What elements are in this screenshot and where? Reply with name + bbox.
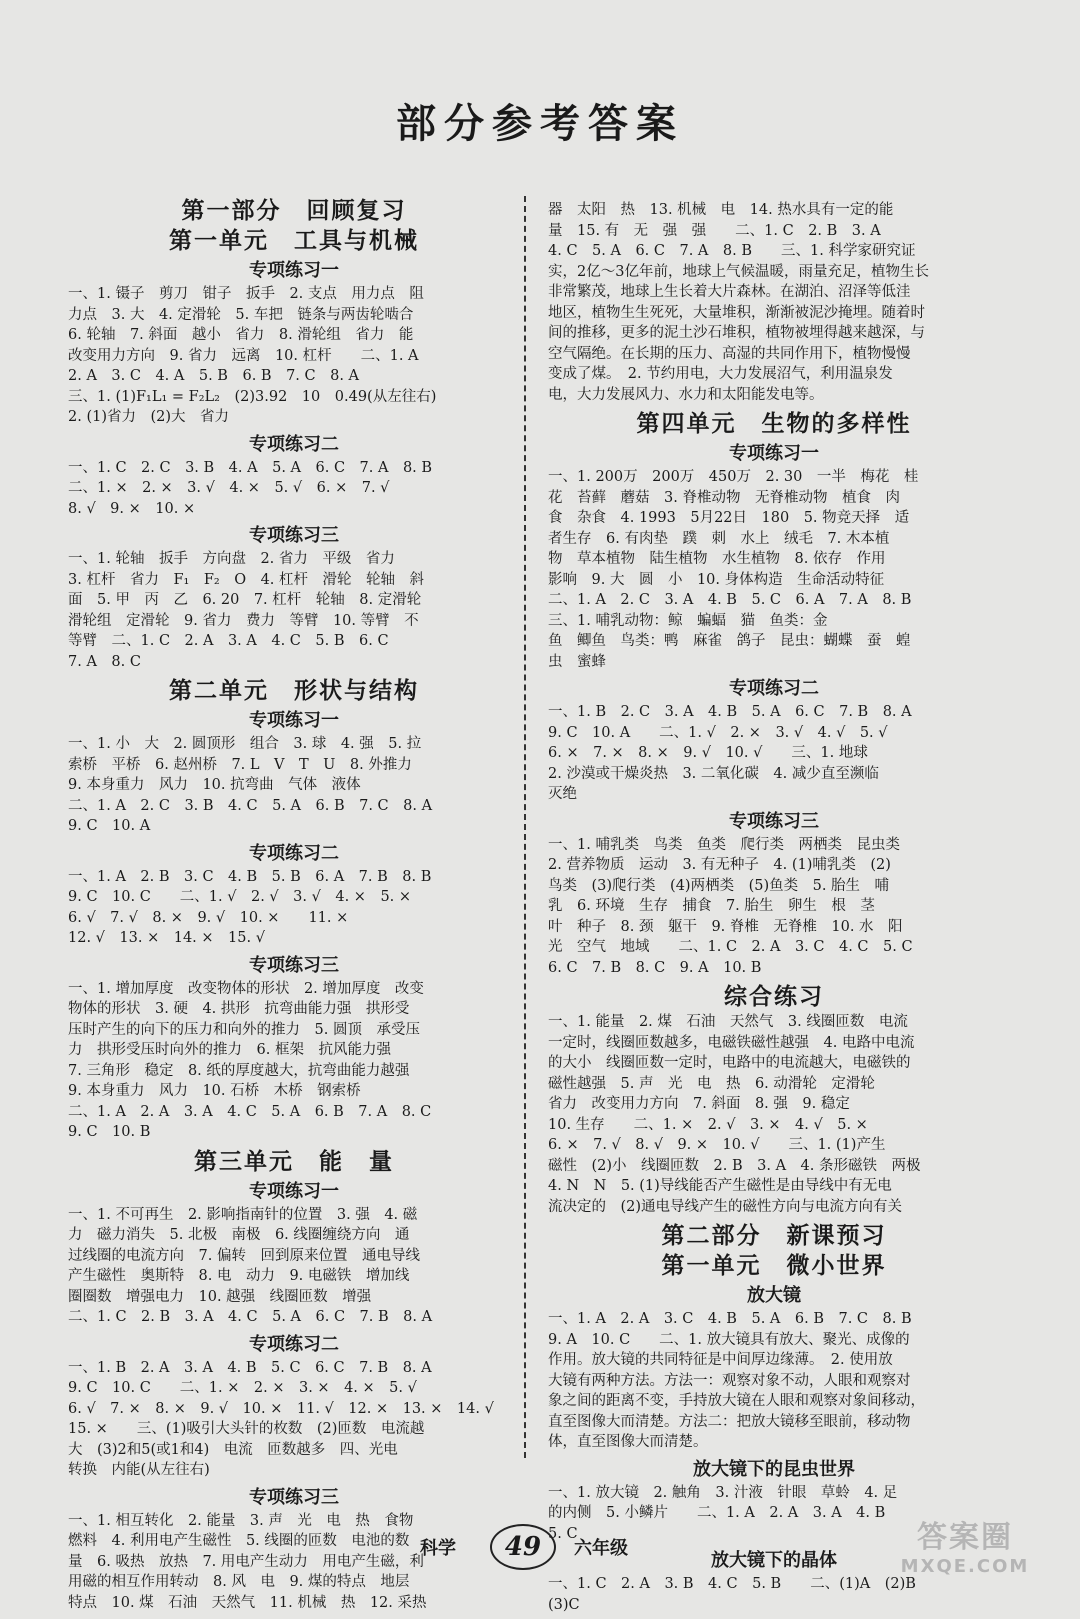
answer-line: 光 空气 地域 二、1. C 2. A 3. C 4. C 5. C [548,939,913,955]
answer-line: 影响 9. 大 圆 小 10. 身体构造 生命活动特征 [548,571,885,588]
answer-line: 花 苔藓 蘑菇 3. 脊椎动物 无脊椎动物 植食 肉 [548,489,900,506]
answer-line: 力 拱形受压时向外的推力 6. 框架 抗风能力强 [68,1042,391,1058]
answer-line: 15. × 三、(1)吸引大头针的枚数 (2)匝数 电流越 [68,1421,425,1437]
footer-grade: 六年级 [574,1538,628,1559]
answer-line: 物体的形状 3. 硬 4. 拱形 抗弯曲能力强 拱形受 [68,1001,410,1017]
watermark-logo-text: 答案圈 [917,1520,1013,1555]
answer-line: 9. 本身重力 风力 10. 石桥 木桥 钢索桥 [68,1083,361,1099]
column-divider [524,196,526,1458]
answer-line: 用磁的相互作用转动 8. 风 电 9. 煤的特点 地层 [68,1574,410,1590]
answer-line: 直至图像大而清楚。方法二：把放大镜移至眼前，移动物 [548,1413,911,1430]
answer-line: 10. 生存 二、1. × 2. √ 3. × 4. √ 5. × [548,1116,868,1133]
answer-line: 4. N N 5. (1)导线能否产生磁性是由导线中有无电 [548,1178,892,1194]
answer-block [68,867,520,949]
answer-line: 过线圈的电流方向 7. 偏转 回到原来位置 通电导线 [68,1247,420,1264]
answer-line: 二、1. × 2. × 3. √ 4. × 5. √ 6. × 7. √ [68,480,390,496]
answer-line: 面 5. 甲 丙 乙 6. 20 7. 杠杆 轮轴 8. 定滑轮 [68,592,422,608]
answer-line: 一、1. 能量 2. 煤 石油 天然气 3. 线圈匝数 电流 [548,1014,908,1030]
section-heading: 放大镜下的晶体 [711,1550,837,1571]
answer-block [68,1358,520,1481]
answer-line: 9. C 10. A [68,818,151,834]
answer-line: 大镜有两种方法。方法一：观察对象不动，人眼和观察对 [548,1372,911,1389]
answer-line: 乳 6. 环境 生存 捕食 7. 胎生 卵生 根 茎 [548,898,875,914]
answer-line: 滑轮组 定滑轮 9. 省力 费力 等臂 10. 等臂 不 [68,612,419,629]
answer-line: 变成了煤。 2. 节约用电，大力发展沼气，利用温泉发 [548,366,893,382]
answer-line: 一、1. A 2. B 3. C 4. B 5. B 6. A 7. B 8. B [68,868,432,885]
answer-line: 一、1. A 2. A 3. C 4. B 5. A 6. B 7. C 8. B [548,1311,912,1327]
answer-line: 一、1. C 2. C 3. B 4. A 5. A 6. C 7. A 8. B [68,459,433,476]
answer-line: 的大小 线圈匝数一定时，电路中的电流越大，电磁铁的 [548,1055,911,1071]
answer-line: 磁性 (2)小 线圈匝数 2. B 3. A 4. 条形磁铁 两极 [548,1157,921,1174]
answer-line: 9. C 10. B [68,1124,151,1140]
unit-heading: 综合练习 [724,984,824,1010]
answer-block [68,734,520,837]
answer-line: 一、1. 放大镜 2. 触角 3. 汁液 针眼 草蛉 4. 足 [548,1484,898,1501]
answer-line: 三、1. (1)F₁L₁ = F₂L₂ (2)3.92 10 0.49(从左往右) [68,388,437,405]
answer-line: 6. √ 7. √ 8. × 9. √ 10. × 11. × [68,909,349,926]
section-heading: 专项练习三 [729,810,819,832]
answer-line: 6. 轮轴 7. 斜面 越小 省力 8. 滑轮组 省力 能 [68,327,414,343]
answer-line: 5. C [548,1525,578,1542]
answer-line: 的内侧 5. 小鳞片 二、1. A 2. A 3. A 4. B [548,1505,886,1521]
answer-block [548,835,1000,979]
answer-line: 9. A 10. C 二、1. 放大镜具有放大、聚光、成像的 [548,1331,910,1348]
answer-line: 6. C 7. B 8. C 9. A 10. B [548,959,762,976]
answer-line: 4. C 5. A 6. C 7. A 8. B 三、1. 科学家研究证 [548,243,916,259]
answer-line: 一、1. B 2. A 3. A 4. B 5. C 6. C 7. B 8. A [68,1359,432,1376]
section-heading: 专项练习二 [729,678,819,699]
answer-line: 作用。放大镜的共同特征是中间厚边缘薄。 2. 使用放 [548,1352,893,1368]
unit-heading: 第一单元 工具与机械 [169,228,419,254]
answer-line: 二、1. C 2. B 3. A 4. C 5. A 6. C 7. B 8. A [68,1309,433,1325]
answer-line: 力点 3. 大 4. 定滑轮 5. 车把 链条与两齿轮啮合 [68,306,414,323]
answer-line: 等臂 二、1. C 2. A 3. A 4. C 5. B 6. C [68,633,389,649]
answer-line: 者生存 6. 有肉垫 蹼 刺 水上 绒毛 7. 木本植 [548,530,890,547]
answer-block [548,1012,1000,1217]
answer-line: 一、1. B 2. C 3. A 4. B 5. A 6. C 7. B 8. A [548,704,912,720]
answer-line: 虫 蜜蜂 [548,653,606,670]
answer-line: 间的推移，更多的泥土沙石堆积，植物被埋得越来越深，与 [548,325,925,341]
answer-line: 6. √ 7. × 8. × 9. √ 10. × 11. √ 12. × 13. × 14. √ [68,1400,494,1417]
unit-heading: 第三单元 能 量 [194,1148,394,1175]
answer-line: 6. × 7. √ 8. √ 9. × 10. √ 三、1. (1)产生 [548,1137,886,1153]
answer-line: 一、1. 增加厚度 改变物体的形状 2. 增加厚度 改变 [68,980,424,997]
section-heading: 专项练习三 [249,954,339,976]
answer-line: 力 磁力消失 5. 北极 南极 6. 线圈缠绕方向 通 [68,1227,410,1243]
answer-line: 量 15. 有 无 强 强 二、1. C 2. B 3. A [548,222,881,239]
footer-subject: 科学 [420,1538,456,1559]
answer-line: 象之间的距离不变，手持放大镜在人眼和观察对象间移动， [548,1393,925,1409]
answer-line: 8. √ 9. × 10. × [68,500,196,517]
answer-line: 一、1. 相互转化 2. 能量 3. 声 光 电 热 食物 [68,1512,414,1529]
answer-line: 鱼 鲫鱼 鸟类：鸭 麻雀 鸽子 昆虫：蝴蝶 蚕 蝗 [548,633,911,649]
answer-line: 大 (3)2和5(或1和4) 电流 匝数越多 四、光电 [68,1441,398,1458]
answer-line: 2. (1)省力 (2)大 省力 [68,409,230,425]
watermark-logo [870,1520,1060,1584]
answer-line: 产生磁性 奥斯特 8. 电 动力 9. 电磁铁 增加线 [68,1268,410,1284]
answer-line: 一、1. 镊子 剪刀 钳子 扳手 2. 支点 用力点 阻 [68,286,424,302]
answer-line: 一、1. 哺乳类 鸟类 鱼类 爬行类 两栖类 昆虫类 [548,836,900,853]
right-column [548,200,1000,1619]
answer-line: 实，2亿～3亿年前，地球上气候温暖，雨量充足，植物生长 [548,263,929,280]
answer-line: 一、1. 不可再生 2. 影响指南针的位置 3. 强 4. 磁 [68,1206,418,1223]
answer-line: 转换 内能(从左往右) [68,1462,210,1478]
answer-line: 2. 营养物质 运动 3. 有无种子 4. (1)哺乳类 (2) [548,857,891,873]
answer-line: 一、1. 小 大 2. 圆顶形 组合 3. 球 4. 强 5. 拉 [68,736,422,752]
answer-line: 圈圈数 增强电力 10. 越强 线圈匝数 增强 [68,1288,372,1305]
section-heading: 专项练习一 [249,1180,339,1202]
answer-block [68,979,520,1143]
answer-line: 改变用力方向 9. 省力 远离 10. 杠杆 二、1. A [68,347,419,364]
answer-line: 2. 沙漠或干燥炎热 3. 二氧化碳 4. 减少直至濒临 [548,765,879,782]
section-heading: 专项练习二 [249,842,339,864]
answer-line: 7. 三角形 稳定 8. 纸的厚度越大，抗弯曲能力越强 [68,1062,410,1079]
answer-block [68,1205,520,1328]
section-heading: 专项练习二 [249,1333,339,1355]
answer-line: (3)C [548,1596,580,1613]
answer-line: 电，大力发展风力、水力和太阳能发电等。 [548,386,824,403]
answer-line: 磁性越强 5. 声 光 电 热 6. 动滑轮 定滑轮 [548,1075,875,1092]
answer-line: 一定时，线圈匝数越多，电磁铁磁性越强 4. 电路中电流 [548,1034,915,1051]
answer-line: 9. 本身重力 风力 10. 抗弯曲 气体 液体 [68,777,361,793]
answer-line: 食 杂食 4. 1993 5月22日 180 5. 物竞天择 适 [548,510,910,526]
answer-line: 二、1. A 2. A 3. A 4. C 5. A 6. B 7. A 8. C [68,1103,432,1120]
watermark-url: MXQE.COM [900,1556,1030,1577]
answer-line: 灭绝 [548,786,577,802]
page-number-badge: 49 [490,1524,556,1570]
section-heading: 专项练习三 [249,525,339,546]
answer-line: 流决定的 (2)通电导线产生的磁性方向与电流方向有关 [548,1198,903,1215]
answer-line: 9. C 10. A 二、1. √ 2. × 3. √ 4. √ 5. √ [548,724,888,741]
section-heading: 专项练习三 [249,1486,339,1508]
answer-block [548,200,1000,405]
answer-line: 3. 杠杆 省力 F₁ F₂ O 4. 杠杆 滑轮 轮轴 斜 [68,571,425,588]
unit-heading: 第一单元 微小世界 [661,1253,887,1279]
answer-line: 9. C 10. C 二、1. √ 2. √ 3. √ 4. × 5. × [68,889,412,905]
answer-block [548,1309,1000,1453]
answer-block [68,284,520,428]
answer-line: 一、1. 轮轴 扳手 方向盘 2. 省力 平级 省力 [68,551,395,567]
answer-line: 叶 种子 8. 颈 躯干 9. 脊椎 无脊椎 10. 水 阳 [548,918,903,935]
answer-line: 一、1. C 2. A 3. B 4. C 5. B 二、(1)A (2)B [548,1576,916,1592]
answer-line: 7. A 8. C [68,653,141,670]
section-heading: 放大镜下的昆虫世界 [693,1458,855,1480]
answer-line: 2. A 3. C 4. A 5. B 6. B 7. C 8. A [68,368,360,384]
answer-line: 鸟类 (3)爬行类 (4)两栖类 (5)鱼类 5. 胎生 哺 [548,877,890,894]
answer-line: 空气隔绝。在长期的压力、高湿的共同作用下，植物慢慢 [548,345,911,362]
answer-line: 二、1. A 2. C 3. A 4. B 5. C 6. A 7. A 8. B [548,592,912,608]
section-heading: 专项练习一 [729,443,819,464]
answer-block [68,549,520,672]
answer-line: 12. √ 13. × 14. × 15. √ [68,930,265,946]
part-heading: 第一部分 回顾复习 [181,198,407,224]
answer-line: 9. C 10. C 二、1. × 2. × 3. × 4. × 5. √ [68,1380,417,1396]
answer-line: 三、1. 哺乳动物：鲸 蝙蝠 猫 鱼类：金 [548,612,828,629]
answer-line: 量 6. 吸热 放热 7. 用电产生动力 用电产生磁，利 [68,1553,424,1570]
section-heading: 专项练习二 [249,433,339,455]
section-heading: 放大镜 [747,1285,801,1306]
answer-line: 一、1. 200万 200万 450万 2. 30 一半 梅花 桂 [548,469,919,485]
answer-line: 地区，植物生生死死，大量堆积，渐渐被泥沙掩埋。随着时 [548,304,925,321]
page-title: 部分参考答案 [396,101,684,147]
answer-line: 省力 改变用力方向 7. 斜面 8. 强 9. 稳定 [548,1096,850,1112]
answer-line: 索桥 平桥 6. 赵州桥 7. L V T U 8. 外推力 [68,756,412,773]
section-heading: 专项练习一 [249,710,339,731]
answer-line: 特点 10. 煤 石油 天然气 11. 机械 热 12. 采热 [68,1594,427,1611]
answer-block [548,467,1000,672]
answer-line: 燃料 4. 利用电产生磁性 5. 线圈的匝数 电池的数 [68,1533,410,1549]
answer-line: 物 草本植物 陆生植物 水生植物 8. 依存 作用 [548,551,886,567]
answer-line: 非常繁茂，地球上生长着大片森林。在湖泊、沼泽等低洼 [548,284,911,300]
answer-line: 6. × 7. × 8. × 9. √ 10. √ 三、1. 地球 [548,745,868,761]
answer-line: 压时产生的向下的压力和向外的推力 5. 圆顶 承受压 [68,1021,420,1038]
left-column [68,196,520,1617]
unit-heading: 第二单元 形状与结构 [169,678,419,704]
part-heading: 第二部分 新课预习 [661,1223,887,1249]
answer-block [68,458,520,520]
answer-block [548,702,1000,805]
section-heading: 专项练习一 [249,260,339,281]
answer-line: 二、1. A 2. C 3. B 4. C 5. A 6. B 7. C 8. A [68,797,433,814]
unit-heading: 第四单元 生物的多样性 [636,411,912,437]
answer-line: 体，直至图像大而清楚。 [548,1434,708,1450]
answer-line: 器 太阳 热 13. 机械 电 14. 热水具有一定的能 [548,202,894,218]
